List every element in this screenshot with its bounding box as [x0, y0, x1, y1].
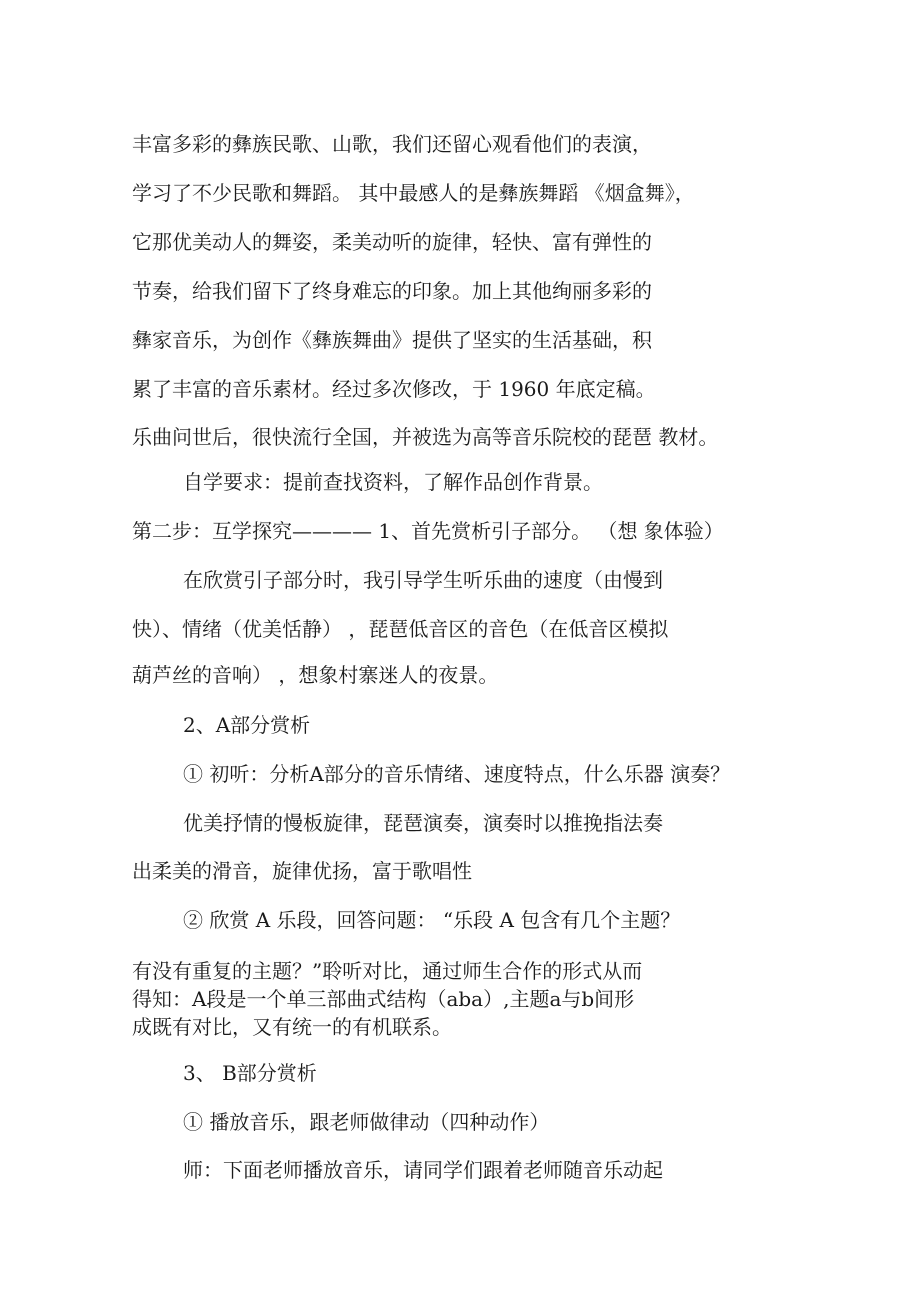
- text-line: 乐曲问世后，很快流行全国，并被选为高等音乐院校的琵琶 教材。: [132, 425, 719, 449]
- text-line: 3、 B部分赏析: [183, 1061, 317, 1085]
- text-line: 彝家音乐，为创作《彝族舞曲》提供了坚实的生活基础，积: [132, 328, 652, 352]
- text-line: 节奏，给我们留下了终身难忘的印象。加上其他绚丽多彩的: [132, 279, 652, 303]
- text-line: 出柔美的滑音，旋律优扬，富于歌唱性: [132, 859, 472, 883]
- text-line: 累了丰富的音乐素材。经过多次修改，于 1960 年底定稿。: [132, 377, 656, 401]
- text-line: 成既有对比，又有统一的有机联系。: [132, 1015, 452, 1039]
- text-line: 优美抒情的慢板旋律，琵琶演奏，演奏时以推挽指法奏: [183, 811, 663, 835]
- text-line: 丰富多彩的彝族民歌、山歌，我们还留心观看他们的表演，: [132, 132, 652, 156]
- text-line: 葫芦丝的音响） ，想象村寨迷人的夜景。: [132, 663, 499, 687]
- text-line: 师：下面老师播放音乐，请同学们跟着老师随音乐动起: [183, 1158, 663, 1182]
- text-line: ② 欣赏 A 乐段，回答问题： “乐段 A 包含有几个主题？: [183, 908, 681, 932]
- text-line: 快）、情绪（优美恬静） ，琵琶低音区的音色（在低音区模拟: [132, 617, 669, 641]
- text-line: ① 初听：分析A部分的音乐情绪、速度特点，什么乐器 演奏？: [183, 762, 731, 786]
- text-line: 有没有重复的主题？”聆听对比，通过师生合作的形式从而: [132, 959, 643, 983]
- text-line: 得知：A段是一个单三部曲式结构（aba）,主题a与b间形: [132, 987, 635, 1011]
- text-line: 学习了不少民歌和舞蹈。 其中最感人的是彝族舞蹈 《烟盒舞》，: [132, 181, 695, 205]
- text-line: ① 播放音乐，跟老师做律动（四种动作）: [183, 1110, 550, 1134]
- text-line: 自学要求：提前查找资料，了解作品创作背景。: [183, 470, 603, 494]
- text-line: 第二步：互学探究———— 1、首先赏析引子部分。 （想 象体验）: [132, 519, 724, 543]
- text-line: 它那优美动人的舞姿，柔美动听的旋律，轻快、富有弹性的: [132, 230, 652, 254]
- text-line: 2、A部分赏析: [183, 713, 311, 737]
- text-line: 在欣赏引子部分时，我引导学生听乐曲的速度（由慢到: [183, 568, 663, 592]
